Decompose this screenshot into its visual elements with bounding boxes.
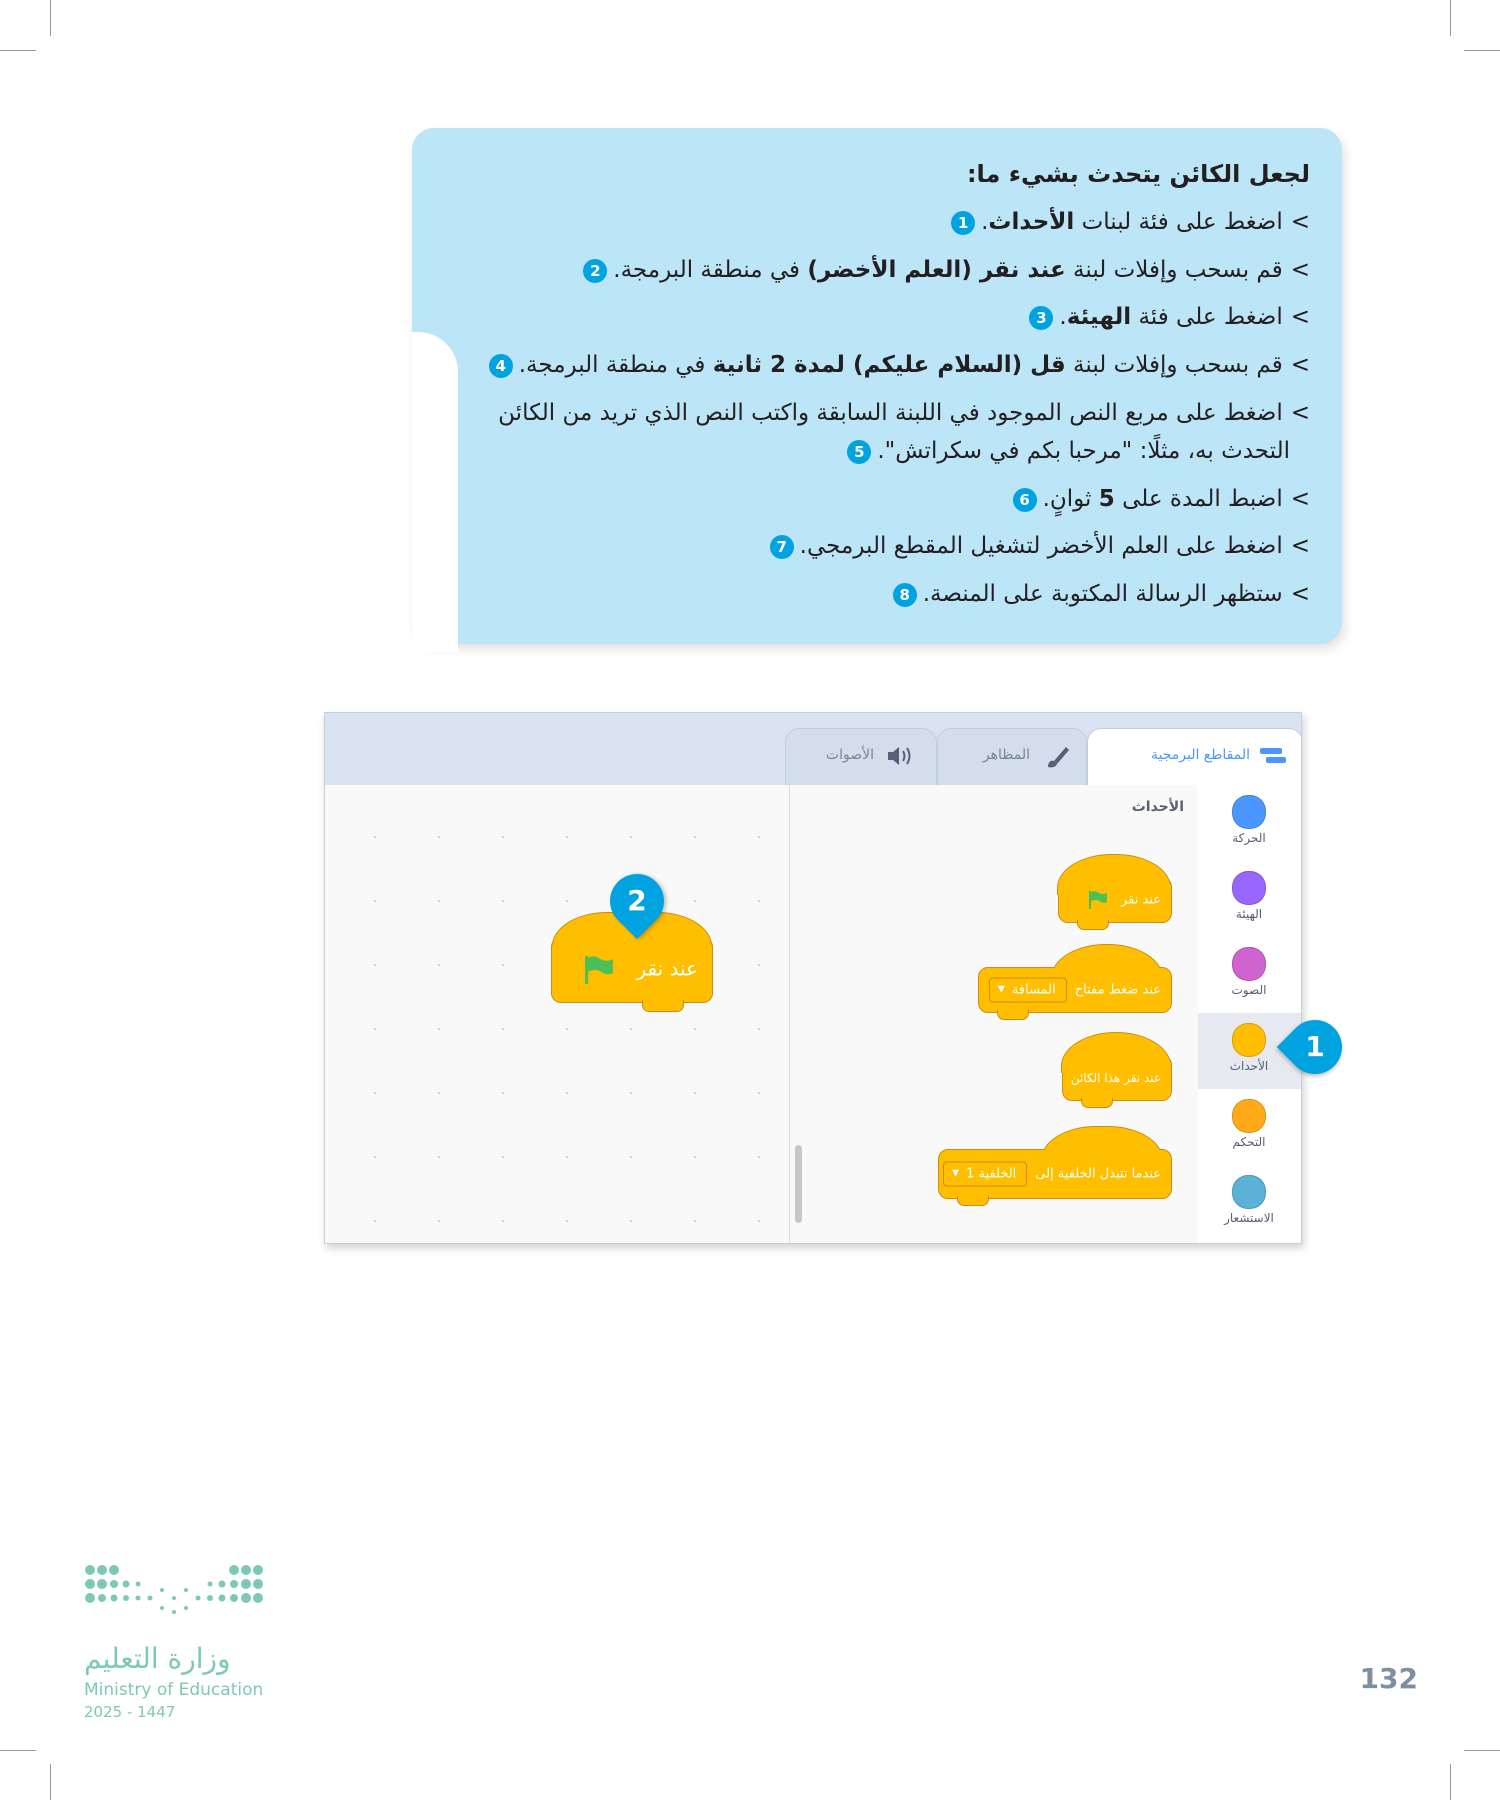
green-flag-icon bbox=[582, 954, 616, 986]
green-flag-icon bbox=[1087, 890, 1109, 910]
step-badge: 6 bbox=[1013, 488, 1037, 512]
step-text: في منطقة البرمجة. bbox=[613, 257, 808, 283]
step-bold: الأحداث bbox=[988, 209, 1075, 235]
category-label: التحكم bbox=[1232, 1135, 1266, 1149]
ministry-year: 2025 - 1447 bbox=[84, 1703, 176, 1721]
backdrop-dropdown[interactable]: ▼ الخلفية 1 bbox=[943, 1162, 1027, 1187]
brush-icon bbox=[1044, 745, 1070, 773]
category-dot bbox=[1232, 1023, 1266, 1057]
step-marker: > bbox=[1290, 209, 1310, 235]
tab-code[interactable] bbox=[1087, 728, 1302, 787]
category-dot bbox=[1232, 871, 1266, 905]
category-label: الحركة bbox=[1232, 831, 1266, 845]
palette-scrollbar[interactable] bbox=[795, 1145, 802, 1223]
category-dot bbox=[1232, 1175, 1266, 1209]
tab-costumes-label: المظاهر bbox=[982, 747, 1030, 763]
category-sensing[interactable] bbox=[1197, 1165, 1301, 1241]
callout-pin-2-label: 2 bbox=[627, 884, 647, 917]
step-text: . bbox=[981, 209, 989, 235]
block-label bbox=[582, 954, 698, 986]
ministry-logo-icon bbox=[80, 1560, 270, 1630]
instruction-step-continued bbox=[847, 432, 1290, 470]
step-text: اضغط على مربع النص الموجود في اللبنة السابقة واكتب النص الذي تريد من الكائن bbox=[498, 400, 1283, 426]
step-text: قم بسحب وإفلات لبنة bbox=[1065, 257, 1283, 283]
instruction-step bbox=[1013, 480, 1310, 518]
step-badge: 4 bbox=[489, 354, 513, 378]
block-label bbox=[1087, 890, 1161, 910]
category-control[interactable] bbox=[1197, 1089, 1301, 1165]
step-bold: قل (السلام عليكم) لمدة 2 ثانية bbox=[712, 352, 1066, 378]
block-label bbox=[989, 978, 1161, 1003]
step-marker: > bbox=[1290, 352, 1310, 378]
instruction-step bbox=[770, 527, 1310, 565]
crop-mark bbox=[0, 1750, 36, 1751]
step-text: اضغط على فئة لبنات bbox=[1074, 209, 1283, 235]
hat-notch bbox=[1081, 1098, 1113, 1108]
category-list bbox=[1196, 785, 1301, 1243]
crop-mark bbox=[50, 1764, 51, 1800]
crop-mark bbox=[1450, 1764, 1451, 1800]
instruction-step bbox=[893, 575, 1310, 613]
instruction-step bbox=[1029, 298, 1310, 336]
page-number: 132 bbox=[1359, 1662, 1418, 1695]
crop-mark bbox=[1464, 50, 1500, 51]
tab-sounds[interactable] bbox=[785, 728, 937, 787]
tab-bar bbox=[325, 713, 1301, 786]
category-label: الصوت bbox=[1231, 983, 1267, 997]
block-palette bbox=[789, 785, 1198, 1243]
code-icon bbox=[1258, 745, 1288, 771]
step-text: . bbox=[1059, 304, 1067, 330]
tab-code-label: المقاطع البرمجية bbox=[1150, 747, 1250, 763]
step-badge: 7 bbox=[770, 535, 794, 559]
hat-notch bbox=[1077, 920, 1109, 930]
step-bold: الهيئة bbox=[1066, 304, 1132, 330]
step-bold: عند نقر (العلم الأخضر) bbox=[807, 257, 1066, 283]
crop-mark bbox=[1450, 0, 1451, 36]
step-marker: > bbox=[1290, 400, 1310, 426]
category-label: الاستشعار bbox=[1224, 1211, 1274, 1225]
crop-mark bbox=[50, 0, 51, 36]
crop-mark bbox=[0, 50, 36, 51]
step-text: اضغط على فئة bbox=[1131, 304, 1283, 330]
scratch-editor bbox=[324, 712, 1302, 1244]
step-bold: 5 bbox=[1098, 486, 1115, 512]
hat-notch bbox=[642, 1000, 684, 1012]
step-badge: 3 bbox=[1029, 306, 1053, 330]
instruction-step bbox=[951, 203, 1310, 241]
block-text: عند ضغط مفتاح bbox=[1074, 982, 1161, 998]
step-text: في منطقة البرمجة. bbox=[518, 352, 713, 378]
script-area[interactable] bbox=[325, 785, 789, 1243]
block-text: عند نقر bbox=[1120, 892, 1161, 908]
block-when-flag-clicked[interactable] bbox=[1058, 877, 1172, 923]
block-label: عند نقر هذا الكائن bbox=[1070, 1071, 1161, 1085]
instruction-step bbox=[498, 394, 1310, 432]
step-text: ستظهر الرسالة المكتوبة على المنصة. bbox=[922, 581, 1283, 607]
crop-mark bbox=[1464, 1750, 1500, 1751]
step-marker: > bbox=[1290, 486, 1310, 512]
instruction-title: لجعل الكائن يتحدث بشيء ما: bbox=[966, 160, 1310, 188]
category-dot bbox=[1232, 1099, 1266, 1133]
block-label bbox=[943, 1162, 1161, 1187]
speaker-icon bbox=[886, 745, 916, 771]
category-motion[interactable] bbox=[1197, 785, 1301, 861]
step-text: اضغط على العلم الأخضر لتشغيل المقطع البرمجي. bbox=[799, 533, 1283, 559]
category-dot bbox=[1232, 795, 1266, 829]
block-text: عندما تتبدل الخلفية إلى bbox=[1035, 1166, 1161, 1182]
category-looks[interactable] bbox=[1197, 861, 1301, 937]
step-badge: 5 bbox=[847, 440, 871, 464]
block-when-sprite-clicked[interactable] bbox=[1062, 1055, 1172, 1101]
step-text: اضبط المدة على bbox=[1114, 486, 1283, 512]
category-label: الهيئة bbox=[1235, 907, 1263, 921]
hat-notch bbox=[957, 1196, 989, 1206]
palette-title: الأحداث bbox=[1131, 799, 1184, 815]
step-badge: 2 bbox=[583, 259, 607, 283]
step-marker: > bbox=[1290, 533, 1310, 559]
step-badge: 1 bbox=[951, 211, 975, 235]
step-marker: > bbox=[1290, 257, 1310, 283]
category-label: الأحداث bbox=[1229, 1059, 1269, 1073]
instruction-box-notch bbox=[412, 332, 458, 652]
step-badge: 8 bbox=[893, 583, 917, 607]
category-sound[interactable] bbox=[1197, 937, 1301, 1013]
ministry-name-english: Ministry of Education bbox=[84, 1680, 264, 1700]
hat-notch bbox=[997, 1010, 1029, 1020]
step-text: ثوانٍ. bbox=[1042, 486, 1099, 512]
block-when-key-pressed[interactable] bbox=[978, 967, 1172, 1013]
tab-costumes[interactable] bbox=[937, 728, 1087, 787]
step-text: التحدث به، مثلًا: "مرحبا بكم في سكراتش". bbox=[877, 438, 1290, 464]
instruction-step bbox=[489, 346, 1310, 384]
block-text: عند نقر bbox=[636, 956, 698, 981]
step-marker: > bbox=[1290, 581, 1310, 607]
tab-sounds-label: الأصوات bbox=[825, 747, 874, 763]
callout-pin-1-label: 1 bbox=[1305, 1030, 1325, 1063]
category-dot bbox=[1232, 947, 1266, 981]
step-marker: > bbox=[1290, 304, 1310, 330]
workspace-block-when-flag-clicked[interactable] bbox=[551, 937, 713, 1003]
block-when-backdrop-switches[interactable] bbox=[938, 1149, 1172, 1199]
instruction-step bbox=[583, 251, 1310, 289]
key-dropdown[interactable]: ▼ المسافة bbox=[989, 978, 1067, 1003]
step-text: قم بسحب وإفلات لبنة bbox=[1065, 352, 1283, 378]
ministry-name-arabic: وزارة التعليم bbox=[84, 1642, 231, 1675]
